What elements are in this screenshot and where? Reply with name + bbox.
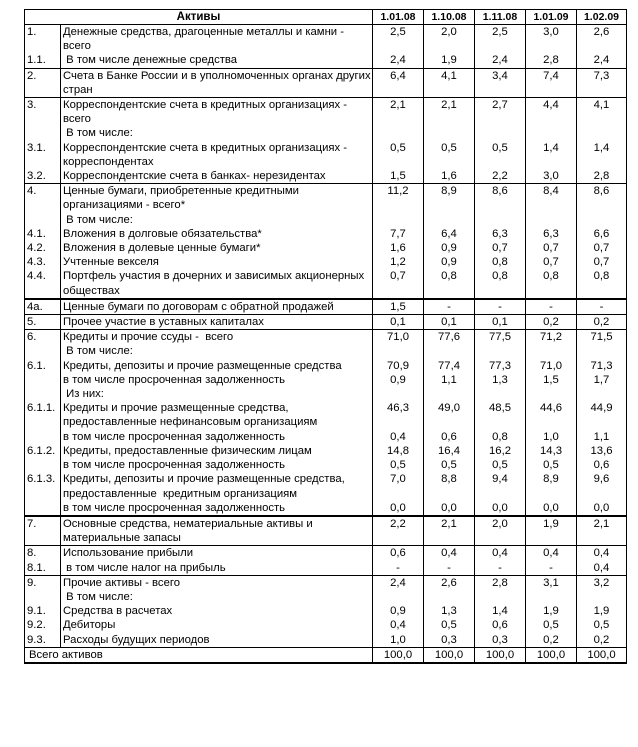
row-value: -: [526, 299, 577, 315]
row-value: 2,4: [373, 575, 424, 590]
row-number: 4а.: [25, 299, 61, 315]
row-value: 1,6: [424, 169, 475, 184]
table-row: [25, 359, 627, 373]
row-value: 1,9: [526, 604, 577, 618]
table-row: [25, 387, 627, 401]
row-value: 0,6: [424, 430, 475, 444]
table-row: [25, 227, 627, 241]
row-value: 16,4: [424, 444, 475, 458]
row-value: 44,6: [526, 401, 577, 429]
row-value: 0,4: [526, 546, 577, 561]
row-value: 0,6: [373, 546, 424, 561]
row-label: Вложения в долговые обязательства*: [61, 227, 373, 241]
row-value: 0,8: [526, 269, 577, 298]
table-row: [25, 213, 627, 227]
row-number: 4.4.: [25, 269, 61, 298]
row-value: 7,4: [526, 68, 577, 97]
row-value: 0,4: [577, 546, 627, 561]
row-label: Ценные бумаги, приобретенные кредитными организациями - всего*: [61, 184, 373, 213]
row-value: [424, 344, 475, 358]
row-number: 4.3.: [25, 255, 61, 269]
row-value: 4,4: [526, 98, 577, 127]
row-value: 0,2: [526, 633, 577, 648]
row-label: Из них:: [61, 387, 373, 401]
row-value: 0,1: [424, 315, 475, 330]
row-label: Средства в расчетах: [61, 604, 373, 618]
row-value: 7,7: [373, 227, 424, 241]
row-value: 1,5: [526, 373, 577, 387]
row-label: Корреспондентские счета в кредитных организациях - всего: [61, 98, 373, 127]
row-value: 0,2: [526, 315, 577, 330]
row-value: 2,8: [577, 169, 627, 184]
row-label: Прочее участие в уставных капиталах: [61, 315, 373, 330]
row-value: 2,1: [424, 516, 475, 546]
table-row: [25, 401, 627, 429]
row-value: 16,2: [475, 444, 526, 458]
row-number: 2.: [25, 68, 61, 97]
row-number: [25, 501, 61, 516]
row-number: 1.1.: [25, 53, 61, 68]
row-value: 1,7: [577, 373, 627, 387]
row-label: Корреспондентские счета в банках- нерезидентах: [61, 169, 373, 184]
row-value: 0,5: [526, 618, 577, 632]
row-label: Прочие активы - всего: [61, 575, 373, 590]
table-row: [25, 458, 627, 472]
row-label: в том числе просроченная задолженность: [61, 373, 373, 387]
row-value: 0,5: [475, 141, 526, 169]
row-value: 0,7: [475, 241, 526, 255]
row-label: В том числе:: [61, 213, 373, 227]
row-number: 6.1.3.: [25, 472, 61, 500]
table-row: [25, 269, 627, 298]
row-value: 71,5: [577, 330, 627, 345]
row-value: 4,1: [577, 98, 627, 127]
row-value: [526, 387, 577, 401]
row-value: 0,8: [577, 269, 627, 298]
row-number: 7.: [25, 516, 61, 546]
table-row: [25, 590, 627, 604]
row-value: [373, 126, 424, 140]
row-value: 0,0: [475, 501, 526, 516]
row-value: 0,7: [526, 241, 577, 255]
row-value: 6,4: [424, 227, 475, 241]
row-value: 0,2: [577, 633, 627, 648]
row-label: Портфель участия в дочерних и зависимых акционерных обществах: [61, 269, 373, 298]
row-value: 1,5: [373, 299, 424, 315]
row-value: [526, 213, 577, 227]
row-value: 0,5: [577, 618, 627, 632]
row-value: 0,8: [475, 430, 526, 444]
row-number: 8.: [25, 546, 61, 561]
row-value: 0,9: [424, 241, 475, 255]
row-value: 0,5: [424, 141, 475, 169]
row-number: [25, 458, 61, 472]
row-value: 6,4: [373, 68, 424, 97]
row-label: В том числе денежные средства: [61, 53, 373, 68]
row-value: -: [577, 299, 627, 315]
table-row: [25, 444, 627, 458]
row-value: 1,5: [373, 169, 424, 184]
table-row: [25, 299, 627, 315]
table-row: [25, 546, 627, 561]
row-value: 1,6: [373, 241, 424, 255]
row-value: 2,5: [475, 25, 526, 54]
row-value: [526, 344, 577, 358]
row-value: 3,1: [526, 575, 577, 590]
row-number: 9.: [25, 575, 61, 590]
row-label: Дебиторы: [61, 618, 373, 632]
row-value: 49,0: [424, 401, 475, 429]
row-number: 4.1.: [25, 227, 61, 241]
row-number: [25, 213, 61, 227]
row-value: 2,1: [373, 98, 424, 127]
row-value: 0,0: [526, 501, 577, 516]
row-value: 14,8: [373, 444, 424, 458]
row-label: В том числе:: [61, 126, 373, 140]
row-value: [424, 126, 475, 140]
row-label: в том числе налог на прибыль: [61, 561, 373, 576]
row-value: 70,9: [373, 359, 424, 373]
table-row: [25, 126, 627, 140]
row-value: 6,3: [526, 227, 577, 241]
row-value: [424, 213, 475, 227]
row-value: -: [475, 299, 526, 315]
row-number: 4.2.: [25, 241, 61, 255]
row-value: 0,3: [475, 633, 526, 648]
table-row: [25, 430, 627, 444]
row-value: 0,5: [526, 458, 577, 472]
row-number: 6.1.: [25, 359, 61, 373]
row-value: 3,0: [526, 25, 577, 54]
total-label: Всего активов: [25, 647, 373, 663]
row-value: 8,6: [475, 184, 526, 213]
row-value: 9,4: [475, 472, 526, 500]
row-label: Основные средства, нематериальные активы и материальные запасы: [61, 516, 373, 546]
row-value: 1,9: [577, 604, 627, 618]
table-row: [25, 330, 627, 345]
row-value: 8,8: [424, 472, 475, 500]
row-value: 0,4: [373, 618, 424, 632]
row-value: 44,9: [577, 401, 627, 429]
row-value: 11,2: [373, 184, 424, 213]
row-value: -: [424, 299, 475, 315]
row-value: [577, 590, 627, 604]
row-value: 0,9: [373, 373, 424, 387]
row-number: 9.2.: [25, 618, 61, 632]
row-value: 0,7: [373, 269, 424, 298]
row-number: 6.: [25, 330, 61, 345]
row-value: [475, 213, 526, 227]
row-value: 3,0: [526, 169, 577, 184]
row-number: [25, 126, 61, 140]
row-value: 77,4: [424, 359, 475, 373]
row-value: 77,3: [475, 359, 526, 373]
header-col-date: 1.10.08: [424, 10, 475, 25]
table-row: [25, 241, 627, 255]
row-value: 77,5: [475, 330, 526, 345]
table-row: [25, 618, 627, 632]
row-label: в том числе просроченная задолженность: [61, 458, 373, 472]
table-row: [25, 141, 627, 169]
row-value: 2,2: [475, 169, 526, 184]
row-value: 0,8: [475, 255, 526, 269]
row-value: [577, 344, 627, 358]
row-label: Кредиты, депозиты и прочие размещенные средства: [61, 359, 373, 373]
row-value: 0,4: [373, 430, 424, 444]
row-number: 3.1.: [25, 141, 61, 169]
row-value: 0,0: [577, 501, 627, 516]
row-number: 3.: [25, 98, 61, 127]
row-value: -: [526, 561, 577, 576]
total-row: [25, 647, 627, 663]
row-value: 1,0: [526, 430, 577, 444]
row-value: 2,1: [577, 516, 627, 546]
row-value: [475, 387, 526, 401]
row-number: 3.2.: [25, 169, 61, 184]
row-value: 2,1: [424, 98, 475, 127]
row-value: 2,6: [577, 25, 627, 54]
row-label: Кредиты, предоставленные физическим лицам: [61, 444, 373, 458]
total-value: 100,0: [526, 647, 577, 663]
row-value: 1,9: [526, 516, 577, 546]
row-label: в том числе просроченная задолженность: [61, 501, 373, 516]
row-number: [25, 344, 61, 358]
row-value: [424, 387, 475, 401]
row-value: 3,4: [475, 68, 526, 97]
row-value: [475, 590, 526, 604]
row-value: [577, 126, 627, 140]
row-value: 71,2: [526, 330, 577, 345]
row-value: 2,4: [475, 53, 526, 68]
row-value: 0,1: [373, 315, 424, 330]
row-value: 0,8: [424, 269, 475, 298]
row-value: 0,7: [526, 255, 577, 269]
row-value: 0,4: [424, 546, 475, 561]
table-row: [25, 315, 627, 330]
row-number: 6.1.1.: [25, 401, 61, 429]
row-value: 46,3: [373, 401, 424, 429]
row-number: [25, 430, 61, 444]
row-number: 5.: [25, 315, 61, 330]
row-value: 0,7: [577, 241, 627, 255]
row-label: Счета в Банке России и в уполномоченных органах других стран: [61, 68, 373, 97]
row-value: 0,2: [577, 315, 627, 330]
row-value: 13,6: [577, 444, 627, 458]
row-value: 0,3: [424, 633, 475, 648]
row-label: Кредиты и прочие размещенные средства, предоставленные нефинансовым организациям: [61, 401, 373, 429]
row-value: 0,9: [373, 604, 424, 618]
row-label: Вложения в долевые ценные бумаги*: [61, 241, 373, 255]
row-value: 0,1: [475, 315, 526, 330]
assets-table: [24, 9, 627, 664]
row-value: [373, 344, 424, 358]
total-value: 100,0: [577, 647, 627, 663]
row-number: 9.1.: [25, 604, 61, 618]
row-value: 1,3: [475, 373, 526, 387]
row-value: 1,4: [475, 604, 526, 618]
row-value: 6,6: [577, 227, 627, 241]
row-value: [577, 213, 627, 227]
row-value: 0,0: [424, 501, 475, 516]
row-label: В том числе:: [61, 590, 373, 604]
row-value: 71,0: [526, 359, 577, 373]
table-row: [25, 98, 627, 127]
row-value: 1,1: [577, 430, 627, 444]
total-value: 100,0: [373, 647, 424, 663]
row-label: Денежные средства, драгоценные металлы и камни - всего: [61, 25, 373, 54]
row-value: [373, 387, 424, 401]
table-row: [25, 68, 627, 97]
row-number: 4.: [25, 184, 61, 213]
total-value: 100,0: [475, 647, 526, 663]
table-row: [25, 344, 627, 358]
row-value: [475, 126, 526, 140]
header-col-date: 1.01.08: [373, 10, 424, 25]
table-row: [25, 516, 627, 546]
row-value: 2,0: [424, 25, 475, 54]
row-value: 2,8: [475, 575, 526, 590]
table-row: [25, 604, 627, 618]
row-value: 2,0: [475, 516, 526, 546]
row-value: 0,7: [577, 255, 627, 269]
row-value: 0,6: [475, 618, 526, 632]
header-row: [25, 10, 627, 25]
row-value: 0,5: [424, 618, 475, 632]
row-value: 0,4: [577, 561, 627, 576]
row-value: 2,2: [373, 516, 424, 546]
row-value: -: [475, 561, 526, 576]
row-value: 7,3: [577, 68, 627, 97]
table-row: [25, 169, 627, 184]
total-value: 100,0: [424, 647, 475, 663]
row-value: 8,9: [526, 472, 577, 500]
row-value: 2,6: [424, 575, 475, 590]
header-col-date: 1.11.08: [475, 10, 526, 25]
row-value: 8,6: [577, 184, 627, 213]
row-value: 6,3: [475, 227, 526, 241]
row-value: 8,4: [526, 184, 577, 213]
row-value: 9,6: [577, 472, 627, 500]
row-value: 1,1: [424, 373, 475, 387]
header-col-date: 1.01.09: [526, 10, 577, 25]
table-row: [25, 501, 627, 516]
row-value: 3,2: [577, 575, 627, 590]
row-value: -: [373, 561, 424, 576]
row-value: -: [424, 561, 475, 576]
row-number: 8.1.: [25, 561, 61, 576]
row-value: 8,9: [424, 184, 475, 213]
row-value: 0,5: [475, 458, 526, 472]
row-label: Кредиты, депозиты и прочие размещенные средства, предоставленные кредитным организациям: [61, 472, 373, 500]
header-title: Активы: [25, 10, 373, 25]
row-value: 1,4: [577, 141, 627, 169]
row-number: [25, 590, 61, 604]
row-value: 4,1: [424, 68, 475, 97]
table-row: [25, 53, 627, 68]
row-value: 2,4: [577, 53, 627, 68]
row-number: 9.3.: [25, 633, 61, 648]
row-value: [373, 590, 424, 604]
table-row: [25, 472, 627, 500]
table-row: [25, 633, 627, 648]
row-value: 7,0: [373, 472, 424, 500]
row-value: [373, 213, 424, 227]
row-number: 6.1.2.: [25, 444, 61, 458]
row-value: 1,2: [373, 255, 424, 269]
row-value: 0,8: [475, 269, 526, 298]
row-value: 77,6: [424, 330, 475, 345]
header-col-date: 1.02.09: [577, 10, 627, 25]
row-value: 1,4: [526, 141, 577, 169]
row-label: Кредиты и прочие ссуды - всего: [61, 330, 373, 345]
table-row: [25, 575, 627, 590]
table-row: [25, 561, 627, 576]
row-value: 0,5: [373, 141, 424, 169]
row-value: 1,3: [424, 604, 475, 618]
table-row: [25, 255, 627, 269]
row-value: 71,0: [373, 330, 424, 345]
row-value: 0,4: [475, 546, 526, 561]
row-label: Корреспондентские счета в кредитных организациях - корреспондентах: [61, 141, 373, 169]
table-row: [25, 373, 627, 387]
row-label: В том числе:: [61, 344, 373, 358]
row-value: 0,0: [373, 501, 424, 516]
row-value: [475, 344, 526, 358]
row-label: Использование прибыли: [61, 546, 373, 561]
row-value: 2,8: [526, 53, 577, 68]
row-value: 1,9: [424, 53, 475, 68]
table-row: [25, 25, 627, 54]
row-value: 2,7: [475, 98, 526, 127]
row-value: [424, 590, 475, 604]
row-label: в том числе просроченная задолженность: [61, 430, 373, 444]
row-number: 1.: [25, 25, 61, 54]
row-value: 0,6: [577, 458, 627, 472]
row-value: 14,3: [526, 444, 577, 458]
row-value: 48,5: [475, 401, 526, 429]
row-value: 2,4: [373, 53, 424, 68]
table-row: [25, 184, 627, 213]
row-value: 2,5: [373, 25, 424, 54]
row-value: [577, 387, 627, 401]
row-number: [25, 373, 61, 387]
row-value: 0,9: [424, 255, 475, 269]
row-label: Расходы будущих периодов: [61, 633, 373, 648]
row-value: 71,3: [577, 359, 627, 373]
row-value: 0,5: [424, 458, 475, 472]
row-value: 0,5: [373, 458, 424, 472]
row-number: [25, 387, 61, 401]
row-value: [526, 126, 577, 140]
row-value: 1,0: [373, 633, 424, 648]
row-label: Учтенные векселя: [61, 255, 373, 269]
row-label: Ценные бумаги по договорам с обратной продажей: [61, 299, 373, 315]
row-value: [526, 590, 577, 604]
